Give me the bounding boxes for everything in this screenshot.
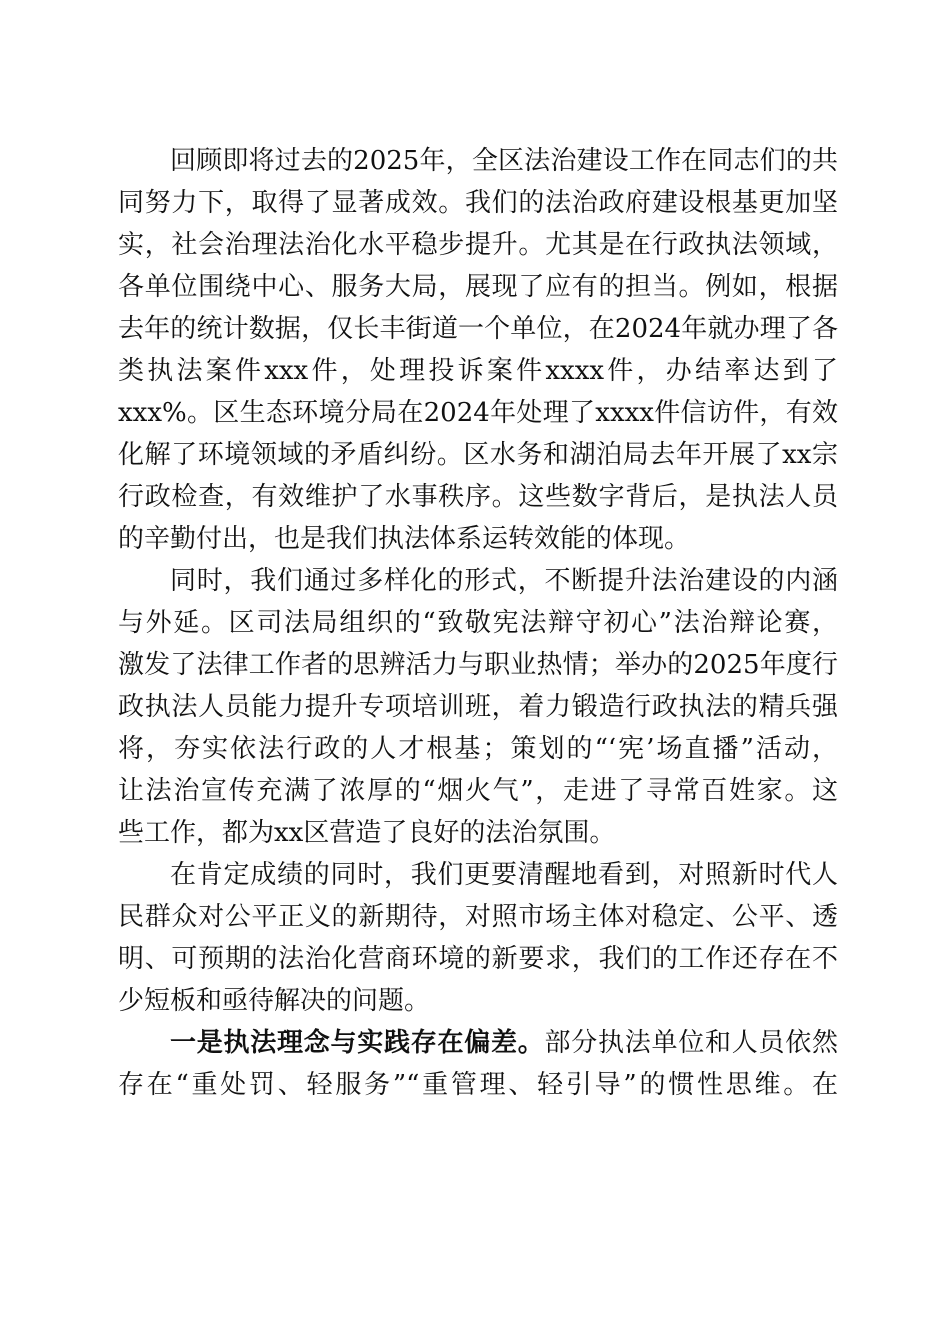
text-line: [118, 1022, 838, 1064]
paragraph-shortcomings: [118, 854, 838, 1022]
text-line: 的辛勤付出，也是我们执法体系运转效能的体现。: [118, 524, 691, 554]
paragraph-issue-one: [118, 1022, 838, 1106]
text-line: 在肯定成绩的同时，我们更要清醒地看到，对照新时代人: [170, 860, 838, 890]
document-body: [118, 140, 838, 1106]
text-line: xxx%。区生态环境分局在2024年处理了xxxx件信访件，有效: [118, 398, 838, 428]
text-line: 民群众对公平正义的新期待，对照市场主体对稳定、公平、透: [118, 902, 838, 932]
text-line: 去年的统计数据，仅长丰街道一个单位，在2024年就办理了各: [118, 314, 838, 344]
text-line: 将，夯实依法行政的人才根基；策划的“‘宪’场直播”活动，: [118, 734, 838, 764]
text-line: 同努力下，取得了显著成效。我们的法治政府建设根基更加坚: [118, 188, 838, 218]
text-line: 回顾即将过去的2025年，全区法治建设工作在同志们的共: [170, 146, 838, 176]
issue-text: 部分执法单位和人员依然: [544, 1028, 838, 1058]
text-line: 政执法人员能力提升专项培训班，着力锻造行政执法的精兵强: [118, 692, 838, 722]
text-line: 行政检查，有效维护了水事秩序。这些数字背后，是执法人员: [118, 482, 838, 512]
text-line: 实，社会治理法治化水平稳步提升。尤其是在行政执法领域，: [118, 230, 838, 260]
issue-heading: 一是执法理念与实践存在偏差。: [170, 1028, 545, 1058]
text-line: 类执法案件xxx件，处理投诉案件xxxx件，办结率达到了: [118, 356, 838, 386]
text-line: 存在“重处罚、轻服务”“重管理、轻引导”的惯性思维。在: [118, 1070, 838, 1100]
text-line: 激发了法律工作者的思辨活力与职业热情；举办的2025年度行: [118, 650, 838, 680]
text-line: 些工作，都为xx区营造了良好的法治氛围。: [118, 818, 616, 848]
text-line: 与外延。区司法局组织的“致敬宪法辩守初心”法治辩论赛，: [118, 608, 838, 638]
text-line: 化解了环境领域的矛盾纠纷。区水务和湖泊局去年开展了xx宗: [118, 440, 838, 470]
text-line: 让法治宣传充满了浓厚的“烟火气”，走进了寻常百姓家。这: [118, 776, 838, 806]
text-line: 明、可预期的法治化营商环境的新要求，我们的工作还存在不: [118, 944, 838, 974]
paragraph-achievements: [118, 140, 838, 560]
paragraph-diverse-forms: [118, 560, 838, 854]
text-line: 少短板和亟待解决的问题。: [118, 986, 431, 1016]
text-line: 各单位围绕中心、服务大局，展现了应有的担当。例如，根据: [118, 272, 838, 302]
text-line: 同时，我们通过多样化的形式，不断提升法治建设的内涵: [170, 566, 838, 596]
